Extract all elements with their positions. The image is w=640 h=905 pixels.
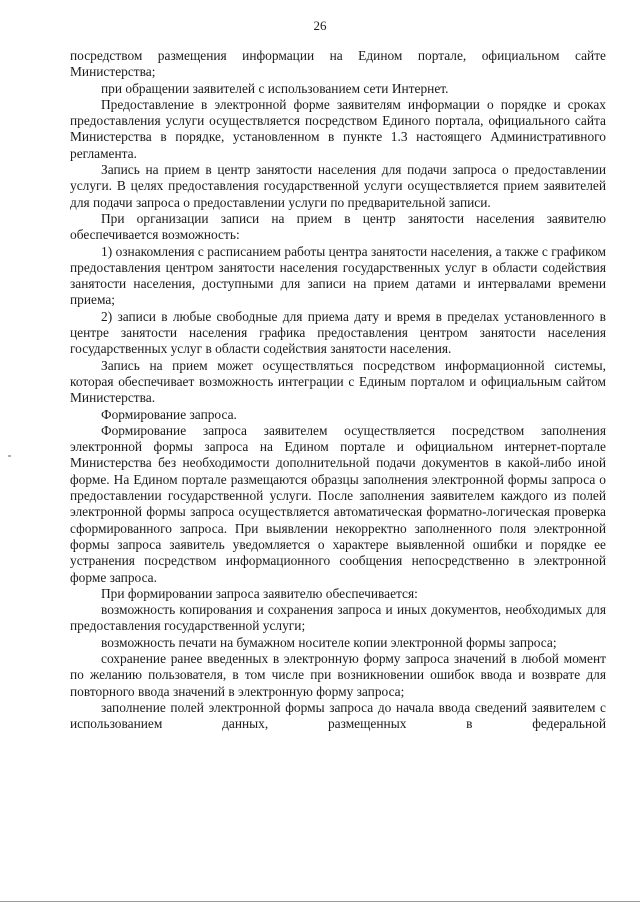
paragraph: Предоставление в электронной форме заявителям информации о порядке и сроках предоставления услуги осуществляется посредством Единого портала, официального сайта Министерства в порядке, установленном в пункте 1.3 настоящего Административного регламента.: [70, 96, 606, 161]
paragraph: При формировании запроса заявителю обеспечивается:: [101, 585, 418, 601]
paragraph: посредством размещения информации на Едином портале, официальном сайте Министерства;: [70, 48, 606, 80]
list-item: возможность печати на бумажном носителе копии электронной формы запроса;: [101, 634, 557, 650]
list-item: 1) ознакомления с расписанием работы центра занятости населения, а также с графиком предоставления центром занятости населения государственных услуг в области содействия занятости населения, доступными для записи на прием датами и интервалами времени приема;: [70, 243, 606, 308]
paragraph: Формирование запроса заявителем осуществляется посредством заполнения электронной формы запроса на Едином портале и официальном интернет-портале Министерства без необходимости дополнительной подачи документов в какой-либо иной форме. На Едином портале размещаются образцы заполнения электронной формы запроса о предоставлении государственной услуги. После заполнения заявителем каждого из полей электронной формы запроса осуществляется автоматическая форматно-логическая проверка сформированного запроса. При выявлении некорректно заполненного поля электронной формы запроса заявитель уведомляется о характере выявленной ошибки и порядке ее устранения посредством информационного сообщения непосредственно в электронной форме запроса.: [70, 422, 606, 585]
paragraph: При организации записи на прием в центр занятости населения заявителю обеспечивается возможность:: [70, 210, 606, 243]
paragraph: Запись на прием может осуществляться посредством информационной системы, которая обеспечивает возможность интеграции с Единым порталом и официальным сайтом Министерства.: [70, 357, 606, 406]
list-item: заполнение полей электронной формы запроса до начала ввода сведений заявителем с использованием данных, размещенных в федеральной: [70, 699, 606, 732]
list-item: 2) записи в любые свободные для приема дату и время в пределах установленного в центре занятости населения графика предоставления центром занятости населения государственных услуг в области содействия занятости населения.: [70, 308, 606, 357]
document-body: [70, 48, 606, 732]
list-item: возможность копирования и сохранения запроса и иных документов, необходимых для предоставления государственной услуги;: [70, 602, 606, 634]
paragraph: при обращении заявителей с использованием сети Интернет.: [101, 80, 449, 96]
paragraph: Запись на прием в центр занятости населения для подачи запроса о предоставлении услуги. В целях предоставления государственной услуги осуществляется прием заявителей для подачи запроса о предоставлении услуги по предварительной записи.: [70, 162, 606, 210]
page-number: 26: [313, 18, 327, 33]
scan-mark: [8, 455, 11, 457]
section-heading: Формирование запроса.: [101, 406, 237, 422]
scan-edge-line: [0, 901, 640, 902]
list-item: сохранение ранее введенных в электронную форму запроса значений в любой момент по желанию пользователя, в том числе при возникновении ошибок ввода и возврате для повторного ввода значений в электронную форму запроса;: [70, 650, 606, 699]
